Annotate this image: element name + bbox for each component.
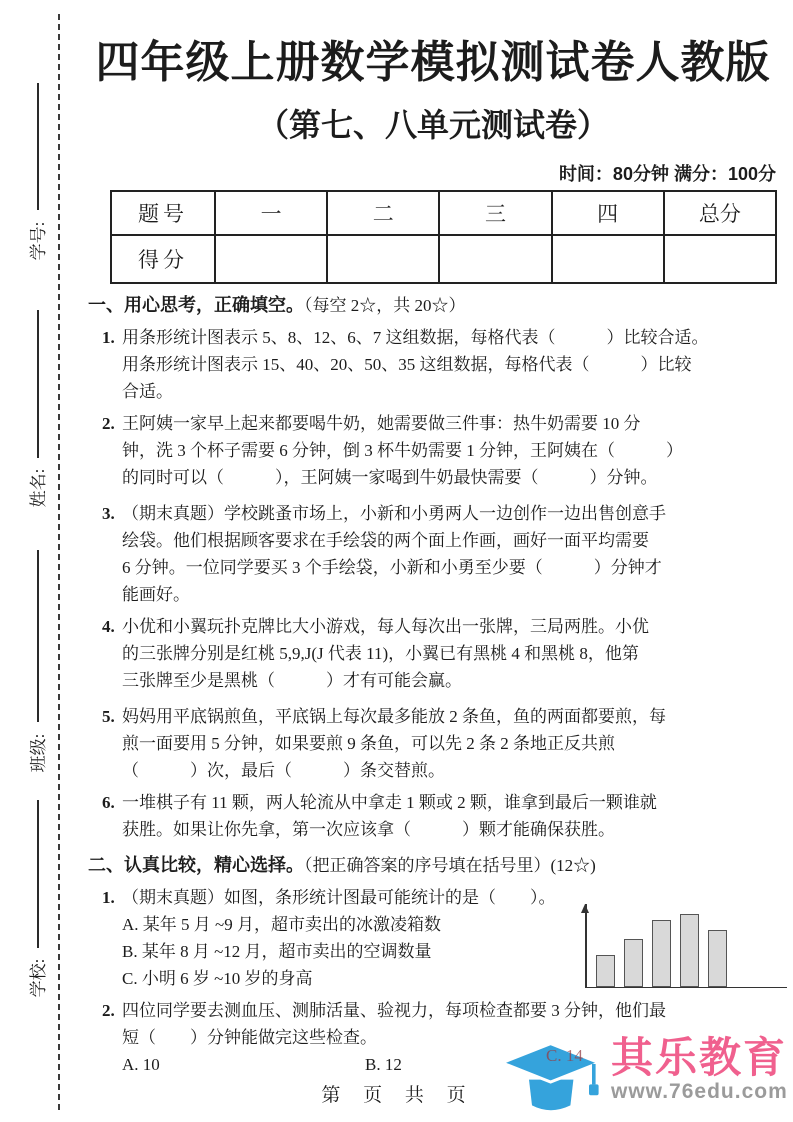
question-number: 2. xyxy=(102,1001,115,1020)
brand-logo xyxy=(499,1036,788,1116)
score-cell-empty xyxy=(552,235,664,283)
question-number: 3. xyxy=(102,504,115,523)
question-line: 短（ ）分钟能做完这些检查。 xyxy=(122,1028,377,1047)
question-line: 用条形统计图表示 5、8、12、6、7 这组数据，每格代表（ ）比较合适。 xyxy=(122,328,709,347)
question-line: 绘袋。他们根据顾客要求在手绘袋的两个面上作画，画好一面平均需要 xyxy=(122,531,649,550)
chart-bar xyxy=(624,939,643,987)
question-number: 2. xyxy=(102,414,115,433)
axis-arrow-icon xyxy=(581,904,589,913)
question-line: 获胜。如果让你先拿，第一次应该拿（ ）颗才能确保获胜。 xyxy=(122,820,615,839)
brand-text xyxy=(611,1036,788,1104)
brand-url: www.76edu.com xyxy=(611,1080,788,1103)
question-line: 能画好。 xyxy=(122,585,190,604)
class-blank-line xyxy=(37,550,39,722)
s1-question-6 xyxy=(88,789,788,843)
chart-x-axis xyxy=(585,987,787,989)
score-cell-empty xyxy=(215,235,327,283)
score-cell-empty xyxy=(327,235,439,283)
question-line: 的同时可以（ ），王阿姨一家喝到牛奶最快需要（ ）分钟。 xyxy=(122,468,658,487)
score-table-cell: 三 xyxy=(439,191,551,235)
section1-heading xyxy=(88,292,788,319)
option-c: C. 小明 6 岁 ~10 岁的身高 xyxy=(122,969,313,988)
score-table-score-row xyxy=(111,235,776,283)
score-table-cell: 四 xyxy=(552,191,664,235)
question-number: 1. xyxy=(102,328,115,347)
page-number-footer: 第 页 共 页 xyxy=(321,1085,475,1106)
question-line: （期末真题）如图，条形统计图最可能统计的是（ ）。 xyxy=(122,888,556,907)
question-number: 5. xyxy=(102,707,115,726)
question-line: 一堆棋子有 11 颗，两人轮流从中拿走 1 颗或 2 颗，谁拿到最后一颗谁就 xyxy=(122,793,657,812)
name-blank-line xyxy=(37,310,39,458)
s1-question-5 xyxy=(88,703,788,784)
student-id-blank-line xyxy=(37,83,39,210)
chart-bar xyxy=(596,955,615,986)
name-label: 姓名: xyxy=(29,468,48,508)
section2-heading xyxy=(88,852,788,879)
chart-bar xyxy=(652,920,671,986)
score-table-cell: 题号 xyxy=(111,191,215,235)
score-table-cell: 二 xyxy=(327,191,439,235)
paper-title: 四年级上册数学模拟测试卷人教版 xyxy=(95,38,771,87)
option-a: A. 某年 5 月 ~9 月，超市卖出的冰激凌箱数 xyxy=(122,915,441,934)
score-cell-empty xyxy=(439,235,551,283)
score-table-header-row xyxy=(111,191,776,235)
question-line: 四位同学要去测血压、测肺活量、验视力，每项检查都要 3 分钟，他们最 xyxy=(122,1001,666,1020)
chart-bar xyxy=(680,914,699,987)
question-line: 6 分钟。一位同学要买 3 个手绘袋，小新和小勇至少要（ ）分钟才 xyxy=(122,558,662,577)
score-table-cell: 得分 xyxy=(111,235,215,283)
class-label: 班级: xyxy=(29,733,48,773)
option-b: B. 某年 8 月 ~12 月，超市卖出的空调数量 xyxy=(122,942,432,961)
section1-heading-text: 一、用心思考，正确填空。 xyxy=(88,295,304,315)
section2-heading-text: 二、认真比较，精心选择。 xyxy=(88,855,304,875)
s1-question-2 xyxy=(88,410,788,491)
option-c: C. 14 xyxy=(546,1046,583,1065)
option-a: A. 10 xyxy=(122,1055,160,1074)
question-line: 用条形统计图表示 15、40、20、50、35 这组数据，每格代表（ ）比较 xyxy=(122,355,692,374)
time-score-info: 时间：80分钟 满分：100分 xyxy=(558,164,776,184)
question-line: 王阿姨一家早上起来都要喝牛奶，她需要做三件事：热牛奶需要 10 分 xyxy=(122,414,641,433)
chart-y-axis xyxy=(585,904,587,988)
s1-question-4 xyxy=(88,613,788,694)
question-line: 合适。 xyxy=(122,382,173,401)
question-line: （ ）次，最后（ ）条交替煎。 xyxy=(122,761,445,780)
section2-heading-note: （把正确答案的序号填在括号里）(12☆) xyxy=(304,856,596,875)
score-cell-empty xyxy=(664,235,776,283)
question-number: 1. xyxy=(102,888,115,907)
student-id-label: 学号: xyxy=(29,221,48,261)
bar-chart xyxy=(585,896,787,988)
fold-cut-line xyxy=(58,14,60,1110)
question-number: 4. xyxy=(102,617,115,636)
question-line: 三张牌至少是黑桃（ ）才有可能会赢。 xyxy=(122,671,462,690)
bar-chart-bars xyxy=(596,907,785,987)
option-b: B. 12 xyxy=(365,1055,402,1074)
s1-question-1 xyxy=(88,324,788,405)
score-table-cell: 总分 xyxy=(664,191,776,235)
brand-name: 其乐教育 xyxy=(611,1034,788,1081)
paper-subtitle: （第七、八单元测试卷） xyxy=(256,107,609,143)
school-blank-line xyxy=(37,800,39,948)
question-line: 的三张牌分别是红桃 5,9,J(J 代表 11)，小翼已有黑桃 4 和黑桃 8，他第 xyxy=(122,644,639,663)
question-line: （期末真题）学校跳蚤市场上，小新和小勇两人一边创作一边出售创意手 xyxy=(122,504,666,523)
question-line: 钟，洗 3 个杯子需要 6 分钟，倒 3 杯牛奶需要 1 分钟，王阿姨在（ ） xyxy=(122,441,683,460)
question-line: 小优和小翼玩扑克牌比大小游戏，每人每次出一张牌，三局两胜。小优 xyxy=(122,617,649,636)
chart-bar xyxy=(708,930,727,987)
section1-heading-note: （每空 2☆，共 20☆） xyxy=(304,296,466,315)
question-line: 煎一面要用 5 分钟，如果要煎 9 条鱼，可以先 2 条 2 条地正反共煎 xyxy=(122,734,615,753)
school-label: 学校: xyxy=(29,958,48,998)
question-number: 6. xyxy=(102,793,115,812)
question-line: 妈妈用平底锅煎鱼，平底锅上每次最多能放 2 条鱼，鱼的两面都要煎，每 xyxy=(122,707,666,726)
score-table xyxy=(110,190,777,284)
score-table-cell: 一 xyxy=(215,191,327,235)
s1-question-3 xyxy=(88,500,788,608)
